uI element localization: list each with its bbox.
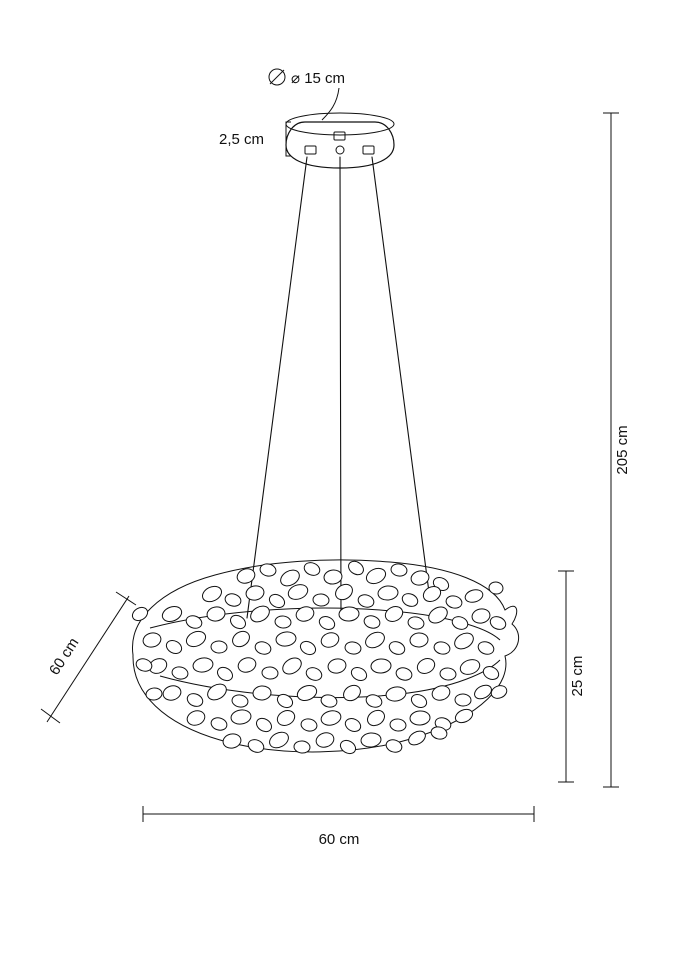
total-height-label: 205 cm: [614, 425, 631, 475]
canopy-height-label: 2,5 cm: [219, 131, 265, 148]
bubble-shade: [130, 559, 519, 757]
shade-width-dimension: [143, 806, 534, 848]
shade-depth-label: 60 cm: [45, 634, 83, 679]
shade-height-dimension: [558, 571, 586, 782]
cable-left: [247, 157, 307, 618]
total-height-dimension: [603, 113, 631, 787]
bubble-cluster: [130, 559, 509, 757]
shade-height-label: 25 cm: [569, 655, 586, 697]
shade-depth-tick-top: [116, 592, 136, 605]
canopy-diameter-leader: [322, 88, 339, 120]
shade-depth-dimension: [41, 592, 136, 723]
cable-center: [340, 157, 341, 618]
canopy-diameter-label: ⌀ 15 cm: [291, 70, 346, 87]
shade-width-label: 60 cm: [318, 831, 360, 848]
shade-depth-tick-bottom: [41, 709, 60, 723]
cable-right: [372, 157, 430, 600]
suspension-cables: [247, 157, 430, 618]
diameter-icon-slash: [270, 70, 284, 84]
